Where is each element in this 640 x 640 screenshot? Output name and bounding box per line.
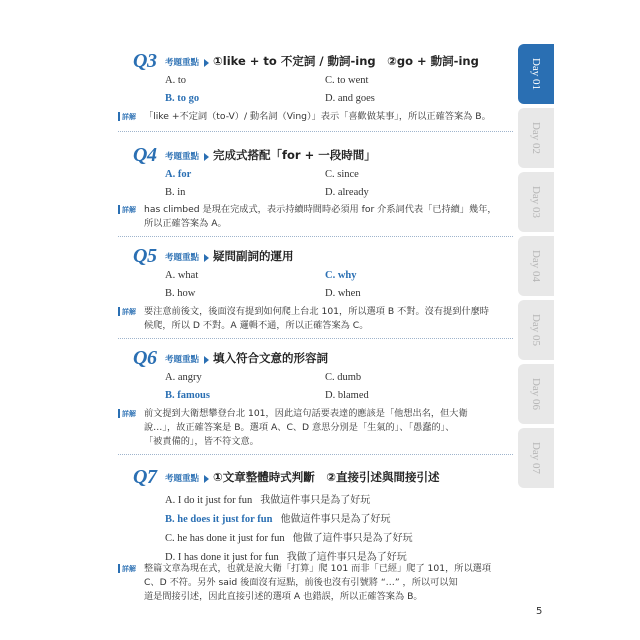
key-point-tag: 考題重點 xyxy=(165,58,200,68)
page-number: 5 xyxy=(536,606,543,617)
option-c-correct: C. why xyxy=(325,270,357,281)
option-b: B. how xyxy=(165,288,196,299)
option-d: D. blamed xyxy=(325,390,369,401)
question-3 xyxy=(133,50,513,106)
question-header xyxy=(133,144,513,166)
question-4 xyxy=(133,144,513,200)
question-number: Q7 xyxy=(133,466,157,488)
question-number: Q5 xyxy=(133,245,157,267)
question-title: 完成式搭配「for + 一段時間」 xyxy=(213,148,376,162)
arrow-icon xyxy=(204,254,209,262)
option-a-correct: A. for xyxy=(165,169,192,180)
bar-icon xyxy=(118,564,120,573)
explain-label: 詳解 xyxy=(118,305,144,333)
option-a: A. I do it just for fun 我做這件事只是為了好玩 xyxy=(165,495,371,506)
option-b: B. in xyxy=(165,187,186,198)
options xyxy=(165,75,513,106)
explanation-3 xyxy=(118,110,513,124)
explanation-text: 前文提到大衛想攀登台北 101，因此這句話要表達的應該是「他想出名，但大衛 說…」，故正確答案是 B。選項 A、C、D 意思分別是「生氣的」、「愚蠢的」、 「被責備的」，皆不符文意。 xyxy=(144,408,468,447)
explain-label: 詳解 xyxy=(118,203,144,231)
question-title: ①文章整體時式判斷 ②直接引述與間接引述 xyxy=(213,470,440,484)
divider xyxy=(118,236,513,237)
option-d: D. and goes xyxy=(325,93,375,104)
question-number: Q4 xyxy=(133,144,157,166)
option-a: A. what xyxy=(165,270,199,281)
arrow-icon xyxy=(204,475,209,483)
bar-icon xyxy=(118,112,120,121)
tab-day-05[interactable]: Day 05 xyxy=(518,300,554,360)
option-d: D. already xyxy=(325,187,369,198)
question-header xyxy=(133,50,513,72)
tab-day-07[interactable]: Day 07 xyxy=(518,428,554,488)
question-5 xyxy=(133,245,513,301)
divider xyxy=(118,131,513,132)
option-a: A. angry xyxy=(165,372,202,383)
option-c: C. dumb xyxy=(325,372,362,383)
key-point-tag: 考題重點 xyxy=(165,474,200,484)
options xyxy=(165,372,513,403)
option-c: C. he has done it just for fun 他做了這件事只是為了好玩 xyxy=(165,533,413,544)
explanation-5 xyxy=(118,305,513,333)
tab-day-01[interactable]: Day 01 xyxy=(518,44,554,104)
arrow-icon xyxy=(204,356,209,364)
question-title: 疑問副詞的運用 xyxy=(213,249,294,263)
question-header xyxy=(133,466,513,488)
option-b-correct: B. famous xyxy=(165,390,210,401)
question-title: ①like + to 不定詞 / 動詞-ing ②go + 動詞-ing xyxy=(213,54,479,68)
option-d: D. when xyxy=(325,288,361,299)
question-header xyxy=(133,245,513,267)
option-b-correct: B. he does it just for fun 他做這件事只是為了好玩 xyxy=(165,514,391,525)
explain-label: 詳解 xyxy=(118,407,144,449)
question-header xyxy=(133,347,513,369)
explain-label: 詳解 xyxy=(118,110,144,124)
explanation-4 xyxy=(118,203,513,231)
bar-icon xyxy=(118,409,120,418)
tab-day-02[interactable]: Day 02 xyxy=(518,108,554,168)
bar-icon xyxy=(118,205,120,214)
key-point-tag: 考題重點 xyxy=(165,253,200,263)
key-point-tag: 考題重點 xyxy=(165,152,200,162)
option-b-correct: B. to go xyxy=(165,93,200,104)
question-number: Q3 xyxy=(133,50,157,72)
arrow-icon xyxy=(204,59,209,67)
option-c: C. since xyxy=(325,169,359,180)
arrow-icon xyxy=(204,153,209,161)
question-number: Q6 xyxy=(133,347,157,369)
divider xyxy=(118,454,513,455)
explanation-7 xyxy=(118,562,513,604)
option-d: D. I has done it just for fun 我做了這件事只是為了好玩 xyxy=(165,552,407,563)
explanation-text: 要注意前後文，後面沒有提到如何爬上台北 101，所以選項 B 不對。沒有提到什麼時 候爬，所以 D 不對。A 邏輯不通，所以正確答案為 C。 xyxy=(144,306,489,331)
options xyxy=(165,270,513,301)
question-title: 填入符合文意的形容詞 xyxy=(213,351,329,365)
sentence-options xyxy=(165,491,513,561)
divider xyxy=(118,338,513,339)
option-a: A. to xyxy=(165,75,186,86)
tab-day-06[interactable]: Day 06 xyxy=(518,364,554,424)
question-6 xyxy=(133,347,513,403)
explanation-6 xyxy=(118,407,513,449)
key-point-tag: 考題重點 xyxy=(165,355,200,365)
tab-day-03[interactable]: Day 03 xyxy=(518,172,554,232)
options xyxy=(165,169,513,200)
explanation-text: has climbed 是現在完成式，表示持續時間時必須用 for 介系詞代表「已持續」幾年， 所以正確答案為 A。 xyxy=(144,204,497,229)
option-c: C. to went xyxy=(325,75,369,86)
day-tabs xyxy=(518,44,554,492)
bar-icon xyxy=(118,307,120,316)
explanation-text: 整篇文章為現在式，也就是說大衛「打算」爬 101 而非「已經」爬了 101，所以選項 C、D 不符。另外 said 後面沒有逗點，前後也沒有引號將 “…” ，所以可以知 道是間接引述，因此直接引述的選項 A 也錯誤，所以正確答案為 B。 xyxy=(144,563,492,602)
explanation-text: 「like +不定詞（to-V）/ 動名詞（Ving）」表示「喜歡做某事」，所以正確答案為 B。 xyxy=(144,111,491,122)
tab-day-04[interactable]: Day 04 xyxy=(518,236,554,296)
question-7 xyxy=(133,466,513,567)
explain-label: 詳解 xyxy=(118,562,144,604)
